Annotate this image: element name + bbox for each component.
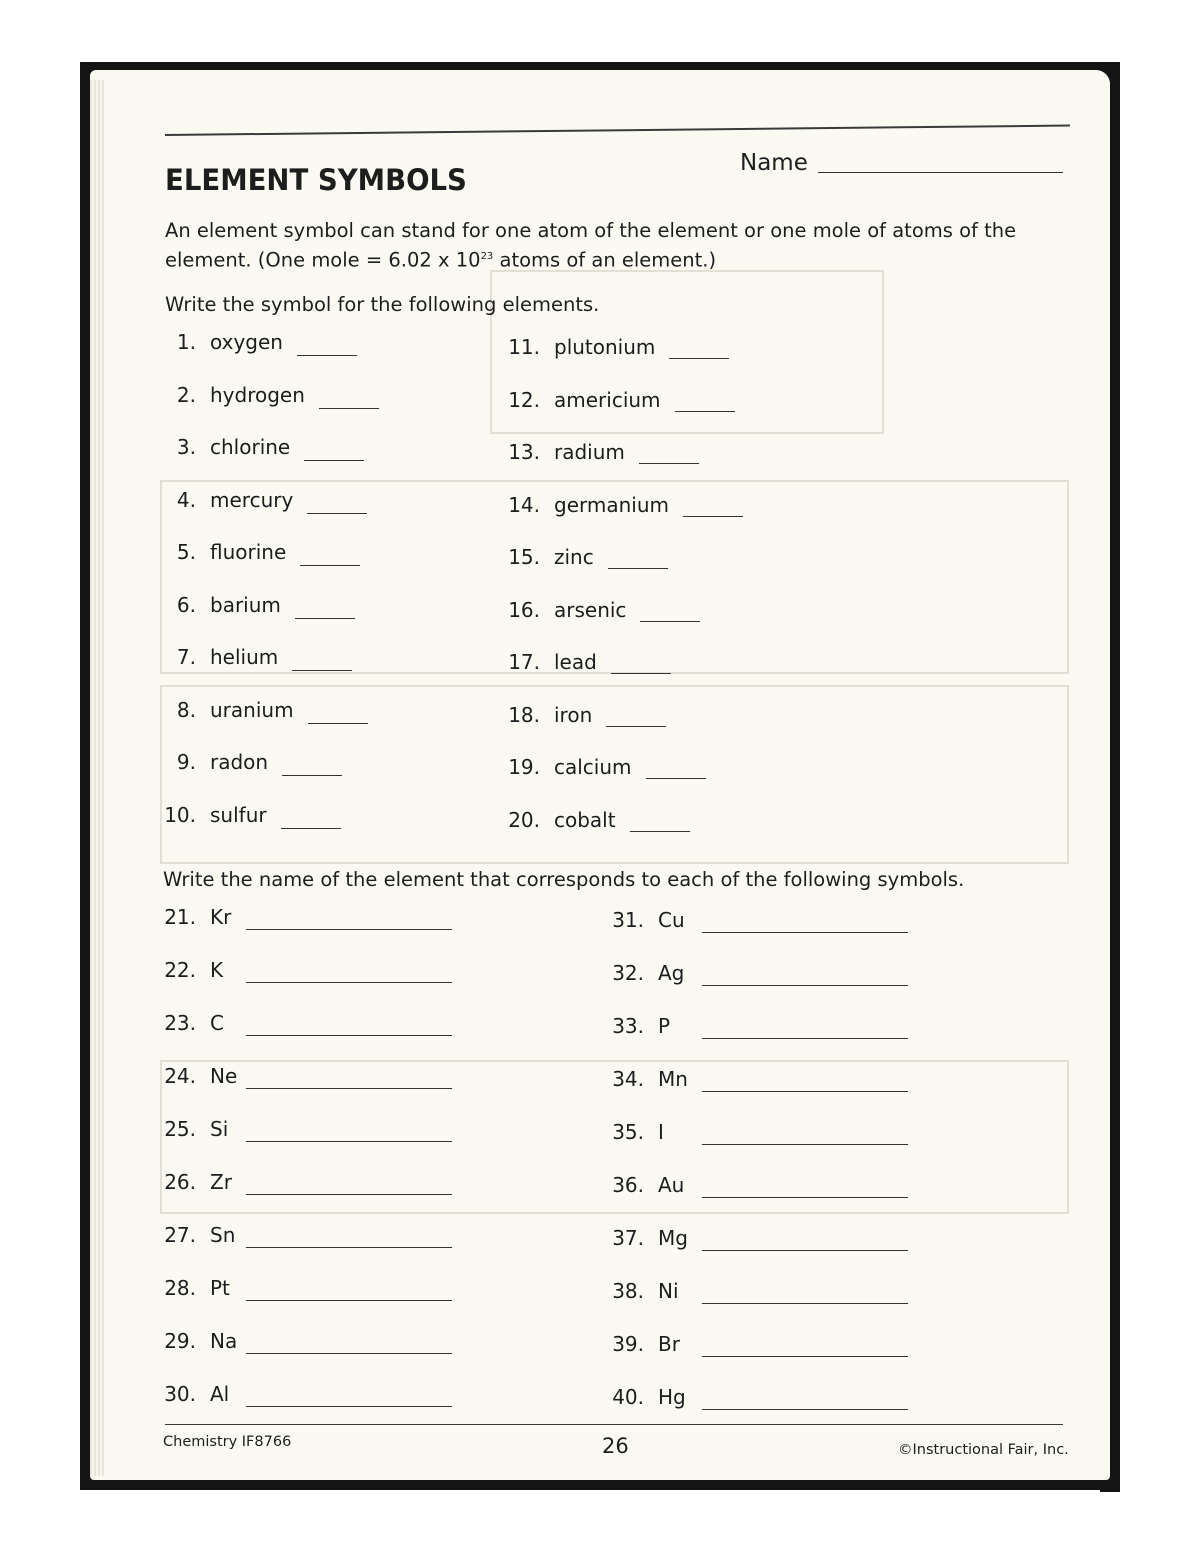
question-number: 38. (612, 1279, 644, 1303)
element-name: radon (210, 750, 269, 774)
element-symbol: Pt (210, 1276, 230, 1300)
question-item (160, 645, 278, 669)
element-name: cobalt (554, 807, 616, 832)
element-name: iron (554, 702, 593, 727)
question-number: 18. (508, 702, 540, 727)
question-number: 26. (164, 1170, 196, 1194)
question-item (496, 545, 594, 569)
question-item (160, 1117, 228, 1141)
name-field-line[interactable] (818, 172, 1063, 173)
question-number: 33. (612, 1014, 644, 1038)
answer-blank[interactable] (675, 411, 735, 412)
element-symbol: K (210, 958, 224, 982)
element-name: fluorine (210, 540, 287, 564)
question-number: 7. (176, 645, 196, 669)
element-symbol: C (210, 1011, 224, 1035)
answer-blank[interactable] (640, 621, 700, 622)
footer-copyright: ©Instructional Fair, Inc. (898, 1442, 1069, 1458)
question-number: 16. (508, 597, 540, 622)
question-item (600, 908, 685, 932)
question-item (496, 388, 661, 412)
answer-blank[interactable] (295, 618, 355, 619)
answer-blank[interactable] (246, 1141, 452, 1142)
question-item (160, 750, 268, 774)
question-item (160, 698, 294, 722)
element-name: calcium (554, 755, 632, 779)
element-symbol: Na (210, 1329, 238, 1353)
answer-blank[interactable] (639, 463, 699, 464)
element-symbol: Mg (658, 1226, 688, 1250)
element-symbol: Br (658, 1332, 680, 1356)
scan-border-left (80, 62, 90, 1490)
page-edge-stack (90, 80, 104, 1476)
question-number: 32. (612, 961, 644, 985)
element-symbol: Kr (210, 905, 232, 929)
question-item (160, 803, 267, 827)
question-number: 37. (612, 1226, 644, 1250)
question-number: 19. (508, 755, 540, 779)
question-item (160, 1329, 237, 1353)
answer-blank[interactable] (702, 1038, 908, 1039)
question-item (160, 435, 290, 459)
answer-blank[interactable] (308, 723, 368, 724)
answer-blank[interactable] (702, 1091, 908, 1092)
question-number: 34. (612, 1067, 644, 1091)
answer-blank[interactable] (281, 828, 341, 829)
answer-blank[interactable] (246, 1035, 452, 1036)
answer-blank[interactable] (669, 358, 729, 359)
question-item (160, 905, 231, 929)
answer-blank[interactable] (611, 673, 671, 674)
question-number: 36. (612, 1173, 644, 1197)
question-item (160, 958, 223, 982)
footer-rule (165, 1424, 1063, 1425)
element-name: barium (210, 592, 281, 617)
element-name: radium (554, 440, 625, 464)
question-number: 30. (164, 1382, 196, 1406)
question-number: 29. (164, 1329, 196, 1353)
instruction-part1: Write the symbol for the following elements. (165, 293, 600, 316)
element-symbol: P (658, 1014, 671, 1038)
question-item (600, 1173, 684, 1197)
element-symbol: Ne (210, 1064, 238, 1088)
question-number: 12. (508, 387, 540, 412)
element-symbol: Ni (658, 1279, 679, 1303)
question-item (160, 593, 281, 617)
element-name: hydrogen (210, 382, 305, 407)
answer-blank[interactable] (702, 1303, 908, 1304)
question-item (496, 650, 597, 674)
question-item (160, 1064, 237, 1088)
question-item (600, 1332, 680, 1356)
answer-blank[interactable] (246, 982, 452, 983)
question-number: 13. (508, 440, 540, 464)
answer-blank[interactable] (630, 831, 690, 832)
question-item (160, 1170, 232, 1194)
answer-blank[interactable] (702, 1409, 908, 1410)
question-number: 17. (508, 650, 540, 674)
question-number: 21. (164, 905, 196, 929)
answer-blank[interactable] (702, 1197, 908, 1198)
answer-blank[interactable] (646, 778, 706, 779)
question-item (160, 330, 283, 354)
question-number: 14. (508, 492, 540, 517)
question-number: 4. (176, 487, 196, 512)
answer-blank[interactable] (300, 565, 360, 566)
element-name: mercury (210, 487, 294, 512)
instruction-part2: Write the name of the element that corresponds to each of the following symbols. (163, 868, 965, 891)
element-name: germanium (554, 492, 669, 517)
question-item (600, 961, 684, 985)
question-number: 11. (508, 335, 540, 359)
answer-blank[interactable] (608, 568, 668, 569)
answer-blank[interactable] (282, 775, 342, 776)
answer-blank[interactable] (292, 670, 352, 671)
question-number: 27. (164, 1223, 196, 1247)
question-number: 9. (176, 750, 196, 774)
answer-blank[interactable] (246, 1353, 452, 1354)
question-item (600, 1120, 664, 1144)
intro-line-2: element. (One mole = 6.02 x $10^{23}$ atoms of an element.) (165, 248, 717, 272)
question-item (496, 703, 592, 727)
element-name: lead (554, 650, 597, 674)
question-item (496, 440, 625, 464)
question-item (496, 755, 632, 779)
question-item (600, 1014, 670, 1038)
answer-blank[interactable] (606, 726, 666, 727)
question-number: 3. (176, 435, 196, 459)
question-item (160, 488, 293, 512)
answer-blank[interactable] (297, 355, 357, 356)
question-item (160, 1382, 229, 1406)
page-title: ELEMENT SYMBOLS (165, 163, 467, 197)
question-item (600, 1385, 686, 1409)
intro-paragraph (165, 218, 1065, 274)
answer-blank[interactable] (246, 1247, 452, 1248)
question-number: 2. (176, 382, 196, 407)
question-item (496, 493, 669, 517)
element-symbol: Hg (658, 1385, 686, 1409)
question-number: 5. (176, 540, 196, 564)
answer-blank[interactable] (246, 1194, 452, 1195)
question-item (600, 1226, 688, 1250)
element-symbol: Sn (210, 1223, 236, 1247)
answer-blank[interactable] (246, 1088, 452, 1089)
answer-blank[interactable] (307, 513, 367, 514)
element-name: americium (554, 387, 661, 412)
question-item (160, 540, 286, 564)
element-symbol: Zr (210, 1170, 232, 1194)
question-item (496, 598, 626, 622)
answer-blank[interactable] (319, 408, 379, 409)
question-item (160, 383, 305, 407)
question-number: 10. (164, 802, 196, 827)
element-name: zinc (554, 545, 594, 569)
question-item (160, 1223, 235, 1247)
question-item (496, 808, 616, 832)
answer-blank[interactable] (702, 985, 908, 986)
question-number: 22. (164, 958, 196, 982)
question-number: 25. (164, 1117, 196, 1141)
question-number: 6. (176, 592, 196, 617)
answer-blank[interactable] (246, 929, 452, 930)
answer-blank[interactable] (702, 1250, 908, 1251)
answer-blank[interactable] (702, 932, 908, 933)
element-name: oxygen (210, 330, 283, 354)
answer-blank[interactable] (246, 1406, 452, 1407)
answer-blank[interactable] (683, 516, 743, 517)
question-number: 1. (176, 330, 196, 354)
page-number: 26 (602, 1434, 629, 1458)
question-item (160, 1276, 230, 1300)
element-symbol: Mn (658, 1067, 688, 1091)
question-number: 20. (508, 807, 540, 832)
element-symbol: Cu (658, 908, 685, 932)
element-name: uranium (210, 697, 294, 722)
answer-blank[interactable] (246, 1300, 452, 1301)
element-name: helium (210, 645, 279, 669)
element-symbol: I (658, 1120, 664, 1144)
question-item (160, 1011, 224, 1035)
element-symbol: Al (210, 1382, 230, 1406)
element-name: plutonium (554, 335, 656, 359)
question-number: 23. (164, 1011, 196, 1035)
question-item (600, 1279, 679, 1303)
element-name: arsenic (554, 597, 627, 622)
question-item (600, 1067, 688, 1091)
answer-blank[interactable] (304, 460, 364, 461)
question-number: 15. (508, 545, 540, 569)
question-number: 31. (612, 908, 644, 932)
element-symbol: Ag (658, 961, 685, 985)
element-symbol: Au (658, 1173, 685, 1197)
name-label: Name (740, 150, 808, 176)
footer-series: Chemistry IF8766 (163, 1434, 292, 1450)
question-number: 8. (176, 697, 196, 722)
answer-blank[interactable] (702, 1144, 908, 1145)
question-number: 39. (612, 1332, 644, 1356)
question-number: 40. (612, 1385, 644, 1409)
question-number: 28. (164, 1276, 196, 1300)
intro-line-1: An element symbol can stand for one atom of the element or one mole of atoms of the (165, 219, 1017, 242)
answer-blank[interactable] (702, 1356, 908, 1357)
question-item (496, 335, 655, 359)
element-name: chlorine (210, 435, 291, 459)
question-number: 35. (612, 1120, 644, 1144)
question-number: 24. (164, 1064, 196, 1088)
element-symbol: Si (210, 1117, 229, 1141)
element-name: sulfur (210, 802, 267, 827)
